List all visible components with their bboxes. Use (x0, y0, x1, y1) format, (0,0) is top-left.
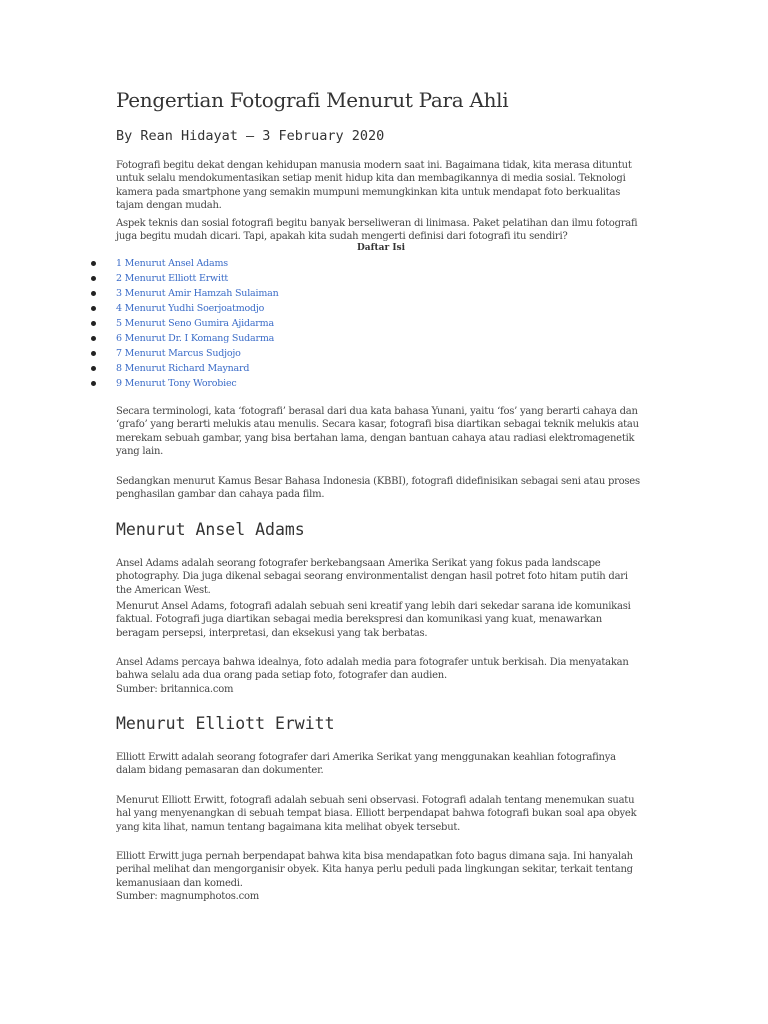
ansel-paragraph-3 (116, 656, 646, 696)
toc-link[interactable]: 3 Menurut Amir Hamzah Sulaiman (116, 288, 279, 299)
bullet-icon (91, 276, 96, 281)
bullet-icon (91, 336, 96, 341)
toc-link[interactable]: 7 Menurut Marcus Sudjojo (116, 348, 241, 359)
toc-link[interactable]: 5 Menurut Seno Gumira Ajidarma (116, 318, 274, 329)
erwitt-paragraph-1: Elliott Erwitt adalah seorang fotografer dari Amerika Serikat yang menggunakan keahlian fotografinya dalam bidang pemasaran dan dokumenter. (116, 752, 616, 777)
toc-link[interactable]: 8 Menurut Richard Maynard (116, 363, 250, 374)
section-heading-ansel-adams: Menurut Ansel Adams (116, 520, 305, 539)
byline: By Rean Hidayat – 3 February 2020 (116, 128, 385, 144)
definition-paragraph-2: Sedangkan menurut Kamus Besar Bahasa Indonesia (KBBI), fotografi didefinisikan sebagai seni atau proses penghasilan gambar dan cahaya pada film. (116, 476, 640, 501)
bullet-icon (91, 291, 96, 296)
ansel-paragraph-1: Ansel Adams adalah seorang fotografer berkebangsaan Amerika Serikat yang fokus pada landscape photography. Dia juga dikenal sebagai seorang environmentalist dengan hasil potret foto hitam putih dari the American West. (116, 558, 628, 596)
erwitt-paragraph-3 (116, 850, 646, 903)
ansel-paragraph-2: Menurut Ansel Adams, fotografi adalah sebuah seni kreatif yang lebih dari sekedar sarana ide komunikasi faktual. Fotografi juga diartikan sebagai media berekspresi dan komunikasi yang kuat, menawarkan beragam persepsi, interpretasi, dan eksekusi yang tak berbatas. (116, 601, 631, 639)
toc-link[interactable]: 1 Menurut Ansel Adams (116, 258, 228, 269)
erwitt-paragraph-text: Elliott Erwitt juga pernah berpendapat bahwa kita bisa mendapatkan foto bagus dimana saja. Ini hanyalah perihal melihat dan mengorganisir obyek. Kita hanya perlu peduli pada lingkungan sekitar, terkait tentang kemanusiaan dan komedi. (116, 851, 633, 889)
erwitt-paragraph-2: Menurut Elliott Erwitt, fotografi adalah sebuah seni observasi. Fotografi adalah tentang menemukan suatu hal yang menyenangkan di sebuah tempat biasa. Elliott berpendapat bahwa fotografi bukan soal apa obyek yang kita lihat, namun tentang bagaimana kita melihat obyek tersebut. (116, 795, 637, 833)
toc-link[interactable]: 9 Menurut Tony Worobiec (116, 378, 237, 389)
page-title: Pengertian Fotografi Menurut Para Ahli (116, 88, 509, 112)
section-heading-elliott-erwitt: Menurut Elliott Erwitt (116, 714, 335, 733)
source-label: Sumber: magnumphotos.com (116, 890, 259, 902)
toc-link[interactable]: 4 Menurut Yudhi Soerjoatmodjo (116, 303, 265, 314)
definition-paragraph-1: Secara terminologi, kata ‘fotografi’ berasal dari dua kata bahasa Yunani, yaitu ‘fos’ yang berarti cahaya dan ‘grafo’ yang berarti melukis atau menulis. Secara kasar, fotografi bisa diartikan sebagai teknik melukis atau merekam sebuah gambar, yang bisa bertahan lama, dengan bantuan cahaya atau radiasi elektromagenetik yang lain. (116, 406, 639, 457)
ansel-paragraph-text: Ansel Adams percaya bahwa idealnya, foto adalah media para fotografer untuk berkisah. Dia menyatakan bahwa selalu ada dua orang pada setiap foto, fotografer dan audien. (116, 657, 629, 682)
bullet-icon (91, 366, 96, 371)
toc-title: Daftar Isi (356, 243, 406, 253)
intro-paragraph-1: Fotografi begitu dekat dengan kehidupan manusia modern saat ini. Bagaimana tidak, kita merasa dituntut untuk selalu mendokumentasikan setiap menit hidup kita dan membagikannya di media sosial. Teknologi kamera pada smartphone yang semakin mumpuni memungkinkan kita untuk mendapat foto berkualitas tajam dengan mudah. (116, 160, 632, 211)
toc-link[interactable]: 6 Menurut Dr. I Komang Sudarma (116, 333, 275, 344)
bullet-icon (91, 306, 96, 311)
source-label: Sumber: britannica.com (116, 683, 234, 695)
bullet-icon (91, 381, 96, 386)
intro-paragraph-2: Aspek teknis dan sosial fotografi begitu banyak berseliweran di linimasa. Paket pelatihan dan ilmu fotografi juga begitu mudah dicari. Tapi, apakah kita sudah mengerti definisi dari fotografi itu sendiri? (116, 218, 638, 243)
toc-link[interactable]: 2 Menurut Elliott Erwitt (116, 273, 229, 284)
bullet-icon (91, 261, 96, 266)
bullet-icon (91, 321, 96, 326)
bullet-icon (91, 351, 96, 356)
